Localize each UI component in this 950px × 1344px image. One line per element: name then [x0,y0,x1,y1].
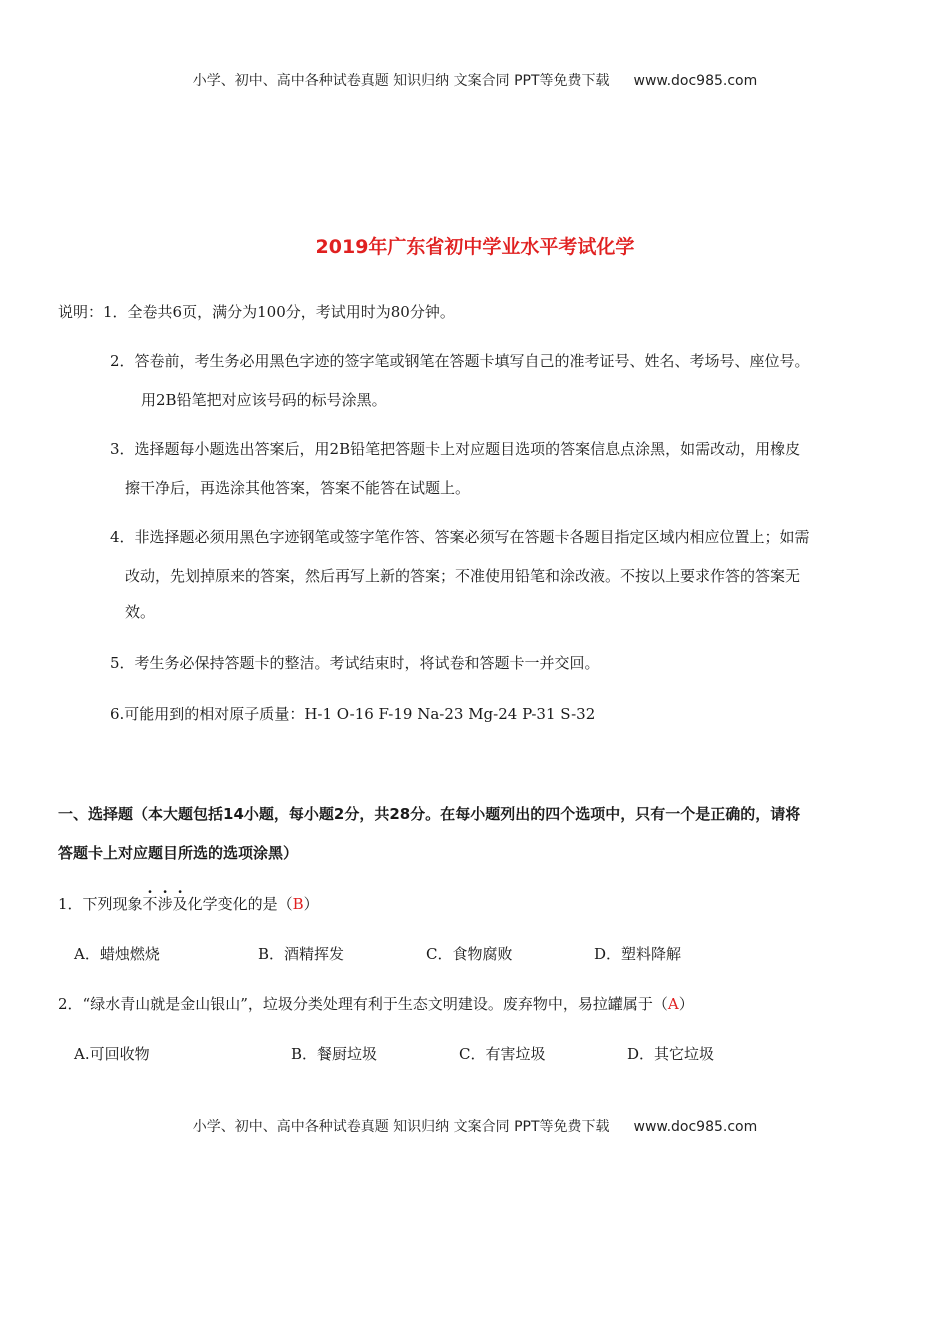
question-2-prefix: 2．“绿水青山就是金山银山”，垃圾分类处理有利于生态文明建设。废弃物中，易拉罐属于（ [58,995,668,1013]
question-1-answer: B [292,895,304,913]
section-heading-line-1: 一、选择题（本大题包括14小题，每小题2分，共28分。在每小题列出的四个选项中，只有一个是正确的，请将 [58,805,801,823]
instruction-4-line-3: 效。 [125,603,156,621]
question-2-option-c: C．有害垃圾 [459,1045,546,1063]
instructions-line [58,301,455,322]
question-1-close: ） [303,895,319,913]
page-header [0,70,950,90]
footer-url[interactable]: www.doc985.com [633,1119,758,1135]
instruction-2-line-1: 2．答卷前，考生务必用黑色字迹的签字笔或钢笔在答题卡填写自己的准考证号、姓名、考场号、座位号。 [110,352,810,370]
question-1-option-b: B．酒精挥发 [258,945,345,963]
question-1-suffix: 化学变化的是（ [187,895,293,913]
question-1-prefix: 1．下列现象 [58,895,143,913]
page-footer [0,1116,950,1136]
instruction-4-line-2: 改动，先划掉原来的答案，然后再写上新的答案；不准使用铅笔和涂改液。不按以上要求作答的答案无 [125,567,801,585]
question-1-option-a: A．蜡烛燃烧 [74,945,160,963]
footer-text: 小学、初中、高中各种试卷真题 知识归纳 文案合同 PPT等免费下载 [192,1119,610,1135]
instruction-1: 1．全卷共6页，满分为100分，考试用时为80分钟。 [103,303,455,321]
instructions-label: 说明： [58,303,104,321]
emphasis-char: 涉 [157,895,173,913]
instruction-6: 6.可能用到的相对原子质量：H-1 O-16 F-19 Na-23 Mg-24 P-31 S-32 [110,705,596,723]
question-2-option-d: D．其它垃圾 [627,1045,715,1063]
instruction-3-line-2: 擦干净后，再选涂其他答案，答案不能答在试题上。 [125,479,471,497]
instruction-4-line-1: 4．非选择题必须用黑色字迹钢笔或签字笔作答、答案必须写在答题卡各题目指定区域内相应位置上；如需 [110,528,810,546]
exam-title: 2019年广东省初中学业水平考试化学 [315,236,635,258]
emphasis-char: 及 [172,895,188,913]
header-url[interactable]: www.doc985.com [633,73,758,89]
question-1-stem [58,893,319,914]
section-heading-line-2: 答题卡上对应题目所选的选项涂黑） [58,844,299,862]
question-2-close: ） [678,995,694,1013]
question-2-answer: A [667,995,679,1013]
instruction-3-line-1: 3．选择题每小题选出答案后，用2B铅笔把答题卡上对应题目选项的答案信息点涂黑，如需改动，用橡皮 [110,440,801,458]
header-text: 小学、初中、高中各种试卷真题 知识归纳 文案合同 PPT等免费下载 [192,73,610,89]
question-2-option-b: B．餐厨垃圾 [291,1045,378,1063]
question-1-option-d: D．塑料降解 [594,945,682,963]
instruction-2-line-2: 用2B铅笔把对应该号码的标号涂黑。 [141,391,387,409]
emphasis-char: 不 [142,895,158,913]
question-1-option-c: C．食物腐败 [426,945,513,963]
instruction-5: 5．考生务必保持答题卡的整洁。考试结束时，将试卷和答题卡一并交回。 [110,654,600,672]
question-2-stem [58,993,694,1014]
question-2-option-a: A.可回收物 [74,1045,150,1063]
